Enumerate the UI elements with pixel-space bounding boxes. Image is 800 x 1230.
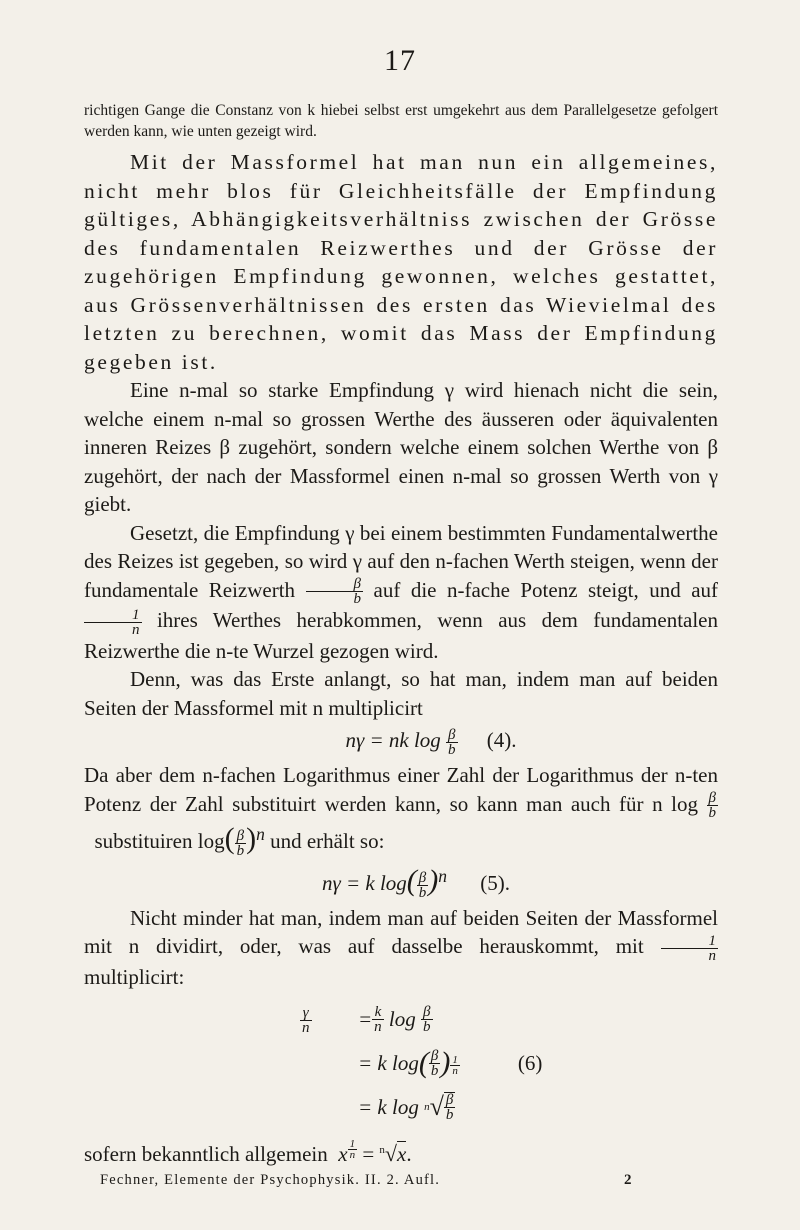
paragraph-5: Nicht minder hat man, indem man auf beiden Seiten der Massformel mit n dividirt, oder, was auf dasselbe herauskommt, mit $\frac{1}{n}$ multiplicirt: bbox=[84, 905, 718, 989]
intro-paragraph: richtigen Gange die Constanz von k hiebei selbst erst umgekehrt aus dem Parallelgesetze gefolgert werden kann, wie unten gezeigt wird. bbox=[84, 102, 718, 140]
footer-signature: 2 bbox=[624, 1172, 632, 1188]
page-number: 17 bbox=[384, 44, 416, 77]
fraction-1-n: $\frac{1}{n}$ bbox=[84, 608, 142, 637]
paragraph-2 bbox=[84, 519, 718, 666]
paragraph-3: Denn, was das Erste anlangt, so hat man, indem man auf beiden Seiten der Massformel mit n multiplicirt bbox=[84, 667, 718, 720]
formula-6: $\frac{\gamma}{n}$ = $\frac{k}{n}$ log $\frac{\beta}{b}$ = k log ( $\frac{\beta}{b}$ ) $\frac{1}{n}$ (6) = k log n √ $\frac{\beta}{b}$ bbox=[302, 1003, 543, 1124]
paragraph-2-text-c: ihres Werthes herabkommen, wenn aus dem fundamentalen Reizwerthe die n-te Wurzel gezogen wird. bbox=[84, 608, 719, 663]
spaced-paragraph: Mit der Massformel hat man nun ein allgemeines, nicht mehr blos für Gleichheitsfälle der Empfindung gültiges, Abhängigkeitsverhältniss zwischen der Grösse des fundamentalen Reizwerthes und der Grösse der zugehörigen Empfindung gewonnen, welches gestattet, aus Grössenverhältnissen des ersten das Wievielmal des letzten zu berechnen, womit das Mass der Empfindung gegeben ist. bbox=[84, 150, 718, 374]
paragraph-4: Da aber dem n-fachen Logarithmus einer Zahl der Logarithmus der n-ten Potenz der Zahl substituirt werden kann, so kann man auch für n log $\frac{\beta}{b}$ substituiren log( $\frac{\beta}{b}$ )$^n$ und erhält so: bbox=[84, 763, 718, 859]
formula-4: nγ = nk log $\frac{\beta}{b}$ (4). bbox=[345, 727, 517, 759]
formula-4-label: (4). bbox=[486, 728, 517, 753]
formula-5-label: (5). bbox=[480, 870, 511, 895]
formula-5: nγ = k log( $\frac{\beta}{b}$ )$^n$ (5). bbox=[321, 863, 511, 901]
formula-6-label: (6) bbox=[517, 1051, 543, 1076]
closing-line: sofern bekanntlich allgemein x $^{\frac{1}{n}}$ = $^n$√x. bbox=[84, 1137, 412, 1167]
paragraph-2-text-a: Gesetzt, die Empfindung γ bei einem bestimmten Fundamentalwerthe des Reizes ist gegeben, so wird γ auf den n-fachen Werth steigen, wenn der fundamentale Reizwerth bbox=[84, 520, 718, 602]
fraction-beta-b: $\frac{\beta}{b}$ bbox=[306, 577, 364, 606]
page-body bbox=[84, 100, 718, 1169]
footer-citation: Fechner, Elemente der Psychophysik. II. 2. Aufl. bbox=[100, 1172, 441, 1188]
paragraph-2-text-b: auf die n-fache Potenz steigt, und auf bbox=[373, 577, 719, 602]
paragraph-1: Eine n-mal so starke Empfindung γ wird hienach nicht die sein, welche einem n-mal so grossen Werthe des äusseren oder äquivalenten inneren Reizes β zugehört, sondern welche einem solchen Werthe von β zugehört, der nach der Massformel einen n-mal so grossen Werth von γ giebt. bbox=[84, 378, 718, 516]
